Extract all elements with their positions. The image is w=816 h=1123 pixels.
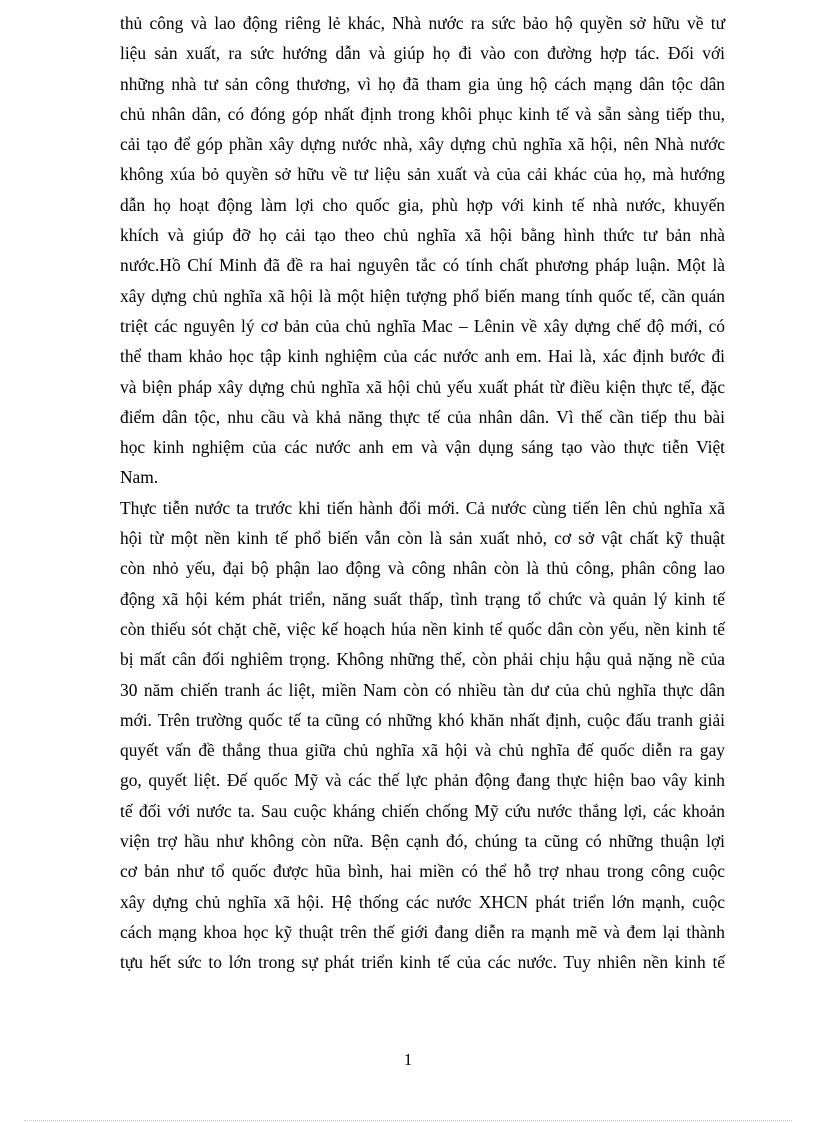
text-line: quyết vấn đề thắng thua giữa chủ nghĩa xã hội và chủ nghĩa đế quốc diễn ra gay [120, 740, 725, 761]
text-line: triệt các nguyên lý cơ bản của chủ nghĩa Mac – Lênin về xây dựng chế độ mới, có [120, 315, 725, 336]
text-line: mới. Trên trường quốc tế ta cũng có những khó khăn nhất định, cuộc đấu tranh giải [120, 709, 725, 730]
text-line: còn nhỏ yếu, đại bộ phận lao động và công nhân còn là thủ công, phân công lao [120, 558, 725, 579]
text-line: bị mất cân đối nghiêm trọng. Không những thế, còn phải chịu hậu quả nặng nề của [120, 649, 725, 670]
text-line: Nam. [120, 467, 159, 488]
text-line: cải tạo để góp phần xây dựng nước nhà, xây dựng chủ nghĩa xã hội, nên Nhà nước [120, 134, 725, 155]
body-text [120, 8, 725, 978]
text-line: động xã hội kém phát triển, năng suất thấp, tình trạng tổ chức và quản lý kinh tế [120, 588, 725, 609]
text-line: nước.Hồ Chí Minh đã đề ra hai nguyên tắc có tính chất phương pháp luận. Một là [120, 255, 725, 276]
text-line: xây dựng chủ nghĩa xã hội. Hệ thống các nước XHCN phát triển lớn mạnh, cuộc [120, 891, 725, 912]
text-line: và biện pháp xây dựng chủ nghĩa xã hội chủ yếu xuất phát từ điều kiện thực tế, đặc [120, 376, 725, 397]
text-line: cách mạng khoa học kỹ thuật trên thế giới đang diễn ra mạnh mẽ và đem lại thành [120, 921, 725, 942]
text-line: không xúa bỏ quyền sở hữu về tư liệu sản xuất và của cải khác của họ, mà hướng [120, 164, 725, 185]
text-line: thể tham khảo học tập kinh nghiệm của các nước anh em. Hai là, xác định bước đi [120, 346, 725, 367]
page-bottom-divider [24, 1120, 792, 1121]
text-line: tựu hết sức to lớn trong sự phát triển kinh tế của các nước. Tuy nhiên nền kinh tế [120, 952, 725, 973]
page-number: 1 [403, 1050, 413, 1069]
text-line: Thực tiễn nước ta trước khi tiến hành đổi mới. Cả nước cùng tiến lên chủ nghĩa xã [120, 497, 725, 518]
text-line: khích và giúp đỡ họ cải tạo theo chủ nghĩa xã hội bằng hình thức tư bản nhà [120, 225, 725, 246]
text-line: dẫn họ hoạt động làm lợi cho quốc gia, phù hợp với kinh tế nhà nước, khuyến [120, 194, 725, 215]
text-line: hội từ một nền kinh tế phổ biến vẫn còn là sản xuất nhỏ, cơ sở vật chất kỹ thuật [120, 528, 725, 549]
text-line: go, quyết liệt. Đế quốc Mỹ và các thế lực phản động đang thực hiện bao vây kinh [120, 770, 725, 791]
text-line: tế đối với nước ta. Sau cuộc kháng chiến chống Mỹ cứu nước thắng lợi, các khoản [120, 800, 725, 821]
text-line: những nhà tư sản công thương, vì họ đã tham gia ủng hộ cách mạng dân tộc dân [120, 73, 725, 94]
text-line: xây dựng chủ nghĩa xã hội là một hiện tượng phổ biến mang tính quốc tế, cần quán [120, 285, 725, 306]
text-line: học kinh nghiệm của các nước anh em và vận dụng sáng tạo vào thực tiễn Việt [120, 437, 725, 458]
text-line: cơ bản như tổ quốc được hũa bình, hai miền có thể hỗ trợ nhau trong công cuộc [120, 861, 725, 882]
text-line: 30 năm chiến tranh ác liệt, miền Nam còn có nhiều tàn dư của chủ nghĩa thực dân [120, 679, 725, 700]
text-line: chủ nhân dân, có đóng góp nhất định trong khôi phục kinh tế và sẵn sàng tiếp thu, [120, 103, 725, 124]
text-line: liệu sản xuất, ra sức hướng dẫn và giúp họ đi vào con đường hợp tác. Đối với [120, 43, 725, 64]
text-line: thủ công và lao động riêng lẻ khác, Nhà nước ra sức bảo hộ quyền sở hữu về tư [120, 13, 725, 33]
text-line: điểm dân tộc, nhu cầu và khả năng thực tế của nhân dân. Vì thế cần tiếp thu bài [120, 406, 725, 427]
text-line: viện trợ hầu như không còn nữa. Bện cạnh đó, chúng ta cũng có những thuận lợi [120, 831, 725, 852]
text-line: còn thiếu sót chặt chẽ, việc kế hoạch húa nền kinh tế quốc dân còn yếu, nền kinh tế [120, 618, 725, 639]
